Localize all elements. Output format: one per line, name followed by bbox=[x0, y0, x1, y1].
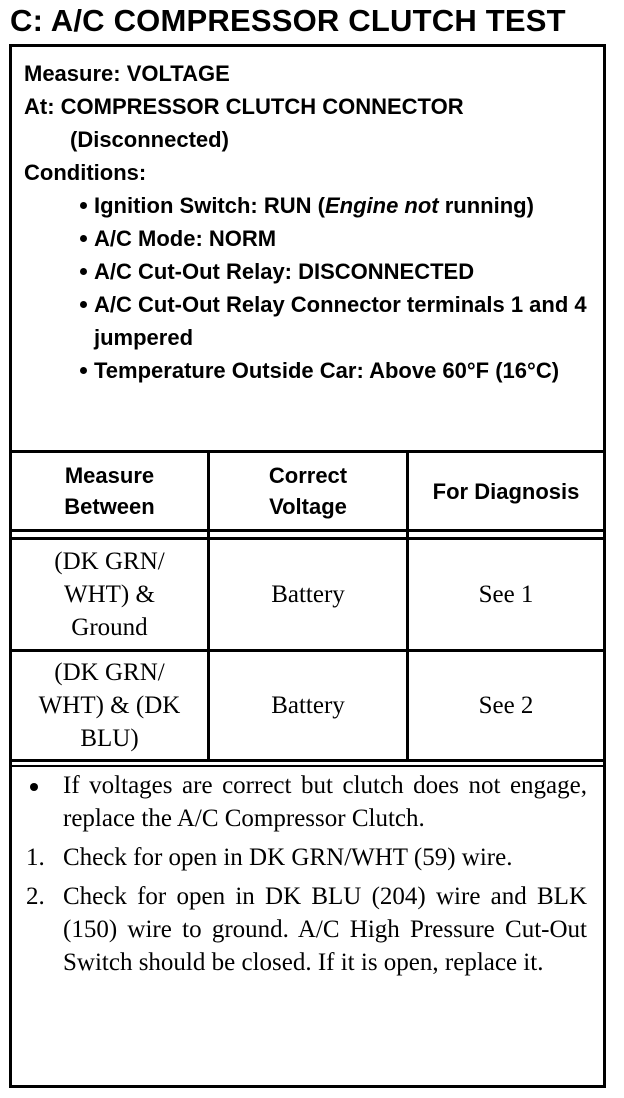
condition-item: A/C Mode: NORM bbox=[80, 222, 595, 255]
conditions-label: Conditions: bbox=[24, 160, 147, 185]
note-number: 1. bbox=[26, 844, 45, 871]
condition-item: Temperature Outside Car: Above 60°F (16°C) bbox=[80, 354, 595, 387]
table-row-2-measure-between: (DK GRN/ WHT) & (DK BLU) bbox=[38, 659, 181, 752]
at-line-detail: (Disconnected) bbox=[70, 127, 229, 152]
diagnosis-notes bbox=[26, 769, 587, 985]
notes-top-rule bbox=[12, 765, 603, 767]
table-row-1-measure-between: (DK GRN/ WHT) & Ground bbox=[54, 548, 165, 641]
header-for-diagnosis: For Diagnosis bbox=[432, 478, 580, 504]
note-number: 2. bbox=[26, 883, 45, 910]
condition-item: Ignition Switch: RUN (Engine not running) bbox=[80, 189, 595, 222]
condition-item: A/C Cut-Out Relay Connector terminals 1 and 4 jumpered bbox=[80, 288, 595, 354]
at-line: At: COMPRESSOR CLUTCH CONNECTOR bbox=[24, 94, 464, 119]
conditions-list bbox=[24, 189, 595, 387]
note-general: If voltages are correct but clutch does not engage, replace the A/C Compressor Clutch. bbox=[26, 769, 587, 835]
table-row-2-for-diagnosis: See 2 bbox=[478, 692, 534, 719]
header-bottom-rule bbox=[12, 529, 603, 532]
note-1: 1. Check for open in DK GRN/WHT (59) wire. bbox=[26, 841, 587, 874]
conditions-section bbox=[24, 57, 595, 387]
note-2: 2. Check for open in DK BLU (204) wire and BLK (150) wire to ground. A/C High Pressure Cut-Out Switch should be closed. If it is open, replace it. bbox=[26, 880, 587, 979]
test-procedure-box bbox=[9, 44, 606, 1088]
bullet-icon bbox=[30, 783, 38, 791]
header-measure-between: Measure Between bbox=[64, 463, 155, 519]
table-row-1-correct-voltage: Battery bbox=[271, 581, 345, 608]
page-title: C: A/C COMPRESSOR CLUTCH TEST bbox=[10, 3, 566, 38]
table-bottom-rule bbox=[12, 759, 603, 762]
table-row-1-for-diagnosis: See 1 bbox=[478, 581, 534, 608]
measure-line: Measure: VOLTAGE bbox=[24, 61, 230, 86]
header-correct-voltage: Correct Voltage bbox=[268, 463, 348, 519]
table-row-2-correct-voltage: Battery bbox=[271, 692, 345, 719]
condition-item: A/C Cut-Out Relay: DISCONNECTED bbox=[80, 255, 595, 288]
